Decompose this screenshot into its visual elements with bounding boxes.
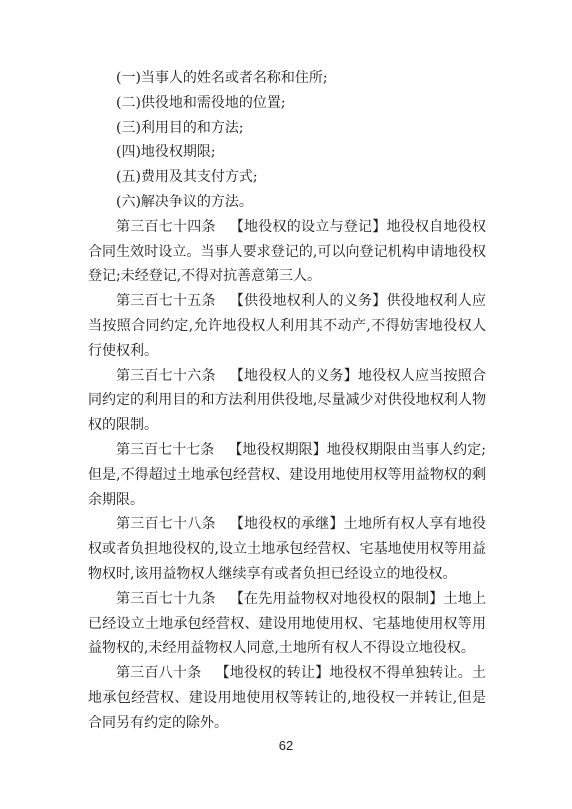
- article-title: 【地役权的转让】: [215, 665, 330, 682]
- article-379: [88, 587, 486, 661]
- contract-clause-item: (五)费用及其支付方式;: [116, 169, 258, 186]
- article-378: [88, 512, 486, 586]
- page-content: [88, 66, 486, 736]
- contract-clause-item: (六)解决争议的方法。: [116, 193, 253, 210]
- article-body: 地役权人应当按照合同约定的利用目的和方法利用供役地,尽量减少对供役地权利人物权的限制。: [88, 367, 486, 434]
- article-number: 第三百七十八条: [116, 516, 216, 533]
- article-body: 地役权不得单独转让。土地承包经营权、建设用地使用权等转让的,地役权一并转让,但是合同另有约定的除外。: [88, 665, 486, 731]
- article-380: [88, 661, 486, 735]
- article-title: 【供役地权利人的义务】: [229, 293, 387, 310]
- article-title: 【地役权期限】: [228, 441, 327, 458]
- article-body: 土地上已经设立土地承包经营权、建设用地使用权、宅基地使用权等用益物权的,未经用益物权人同意,土地所有权人不得设立地役权。: [88, 590, 486, 657]
- article-body: 土地所有权人享有地役权或者负担地役权的,设立土地承包经营权、宅基地使用权等用益物权时,该用益物权人继续享有或者负担已经设立的地役权。: [88, 516, 486, 582]
- article-body: 地役权自地役权合同生效时设立。当事人要求登记的,可以向登记机构申请地役权登记;未经登记,不得对抗善意第三人。: [88, 218, 486, 285]
- article-number: 第三百七十五条: [116, 293, 216, 310]
- contract-clause-item: (四)地役权期限;: [116, 144, 216, 161]
- article-376: [88, 364, 486, 438]
- article-title: 【地役权的设立与登记】: [229, 218, 387, 235]
- contract-clause-item: (二)供役地和需役地的位置;: [116, 94, 286, 111]
- article-377: [88, 438, 486, 512]
- article-number: 第三百七十六条: [116, 367, 216, 384]
- article-number: 第三百八十条: [116, 665, 202, 682]
- contract-clause-item: (一)当事人的姓名或者名称和住所;: [116, 70, 328, 86]
- article-body: 地役权期限由当事人约定;但是,不得超过土地承包经营权、建设用地使用权等用益物权的剩余期限。: [88, 441, 486, 508]
- article-number: 第三百七十七条: [116, 441, 215, 458]
- article-title: 【地役权人的义务】: [229, 367, 358, 384]
- article-title: 【在先用益物权对地役权的限制】: [229, 590, 444, 607]
- article-374: [88, 215, 486, 289]
- article-number: 第三百七十九条: [116, 590, 216, 607]
- article-body: 供役地权利人应当按照合同约定,允许地役权人利用其不动产,不得妨害地役权人行使权利。: [88, 293, 486, 359]
- article-number: 第三百七十四条: [116, 218, 216, 235]
- page-number: 62: [278, 738, 294, 753]
- article-375: [88, 289, 486, 363]
- article-title: 【地役权的承继】: [229, 516, 344, 533]
- contract-clause-item: (三)利用目的和方法;: [116, 119, 244, 136]
